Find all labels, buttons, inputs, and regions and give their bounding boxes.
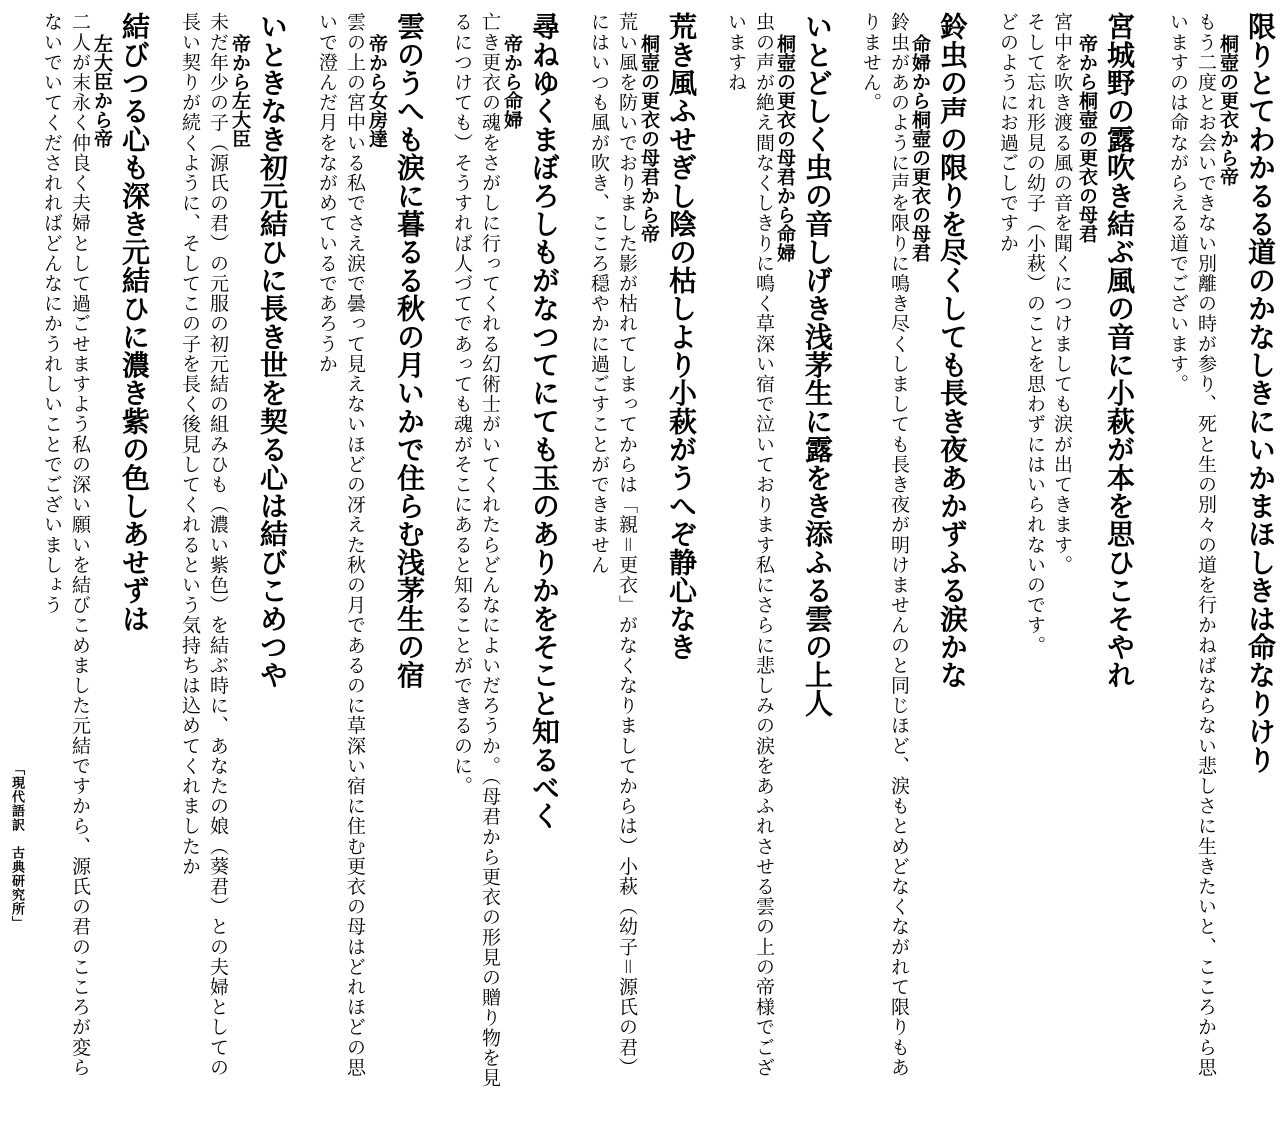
poem-translation-line: 宮中を吹き渡る風の音を聞くにつけましても涙が出てきます。 <box>1051 12 1073 575</box>
poem-attribution: 帝から女房達 <box>366 34 388 148</box>
poem-line: いとどしく虫の音しげき浅茅生に露をき添ふる雲の上人 <box>801 12 834 717</box>
poem-line: いときなき初元結ひに長き世を契る心は結びこめつや <box>256 12 289 689</box>
poem-attribution: 命婦から桐壺の更衣の母君 <box>909 34 931 262</box>
poem-translation-line: どのようにお過ごしですか <box>997 12 1019 254</box>
poem-translation-line: そして忘れ形見の幼子（小萩）のことを思わずにはいられないのです。 <box>1024 12 1046 656</box>
poem-attribution: 左大臣から帝 <box>91 34 113 148</box>
poem-translation: 二人が末永く仲良く夫婦として過ごせますよう私の深い願いを結びこめました元結ですから、源氏の君のこころが変らないでいてくだされればどんなにかうれしいことでございましょう <box>41 12 91 1078</box>
poem-translation: もう二度とお会いできない別離の時が参り、死と生の別々の道を行かねばならない悲しさに生きたいと、こころから思いますのは命ながらえる道でございます。 <box>1167 12 1217 1078</box>
poem-line: 鈴虫の声の限りを尽くしても長き夜あかずふる涙かな <box>936 12 969 689</box>
poem-line: 限りとてわかるる道のかなしきにいかまほしきは命なりけり <box>1244 12 1277 774</box>
credit-label: 現代語訳 <box>9 776 24 832</box>
credit-source: 古典研究所 <box>9 846 24 916</box>
poem-translation: 未だ年少の子（源氏の君）の元服の初元結の組みひも（濃い紫色）を結ぶ時に、あなたの娘（葵君）との夫婦としての長い契りが続くように、そしてこの子を長く後見してくれるという気持ちは込めてくれましたか <box>179 12 229 1078</box>
poem-translation: 荒い風を防いでおりました影が枯れてしまってからは「親＝更衣」がなくなりましてからは）小萩（幼子＝源氏の君）にはいつも風が吹き、こころ穏やかに過ごすことができません <box>588 12 638 1078</box>
translation-credit <box>10 762 23 930</box>
credit-open-bracket: 「 <box>9 762 24 776</box>
poem-attribution: 帝から命婦 <box>501 34 523 129</box>
poem-attribution: 帝から左大臣 <box>229 34 251 148</box>
poem-translation: 虫の声が絶え間なくしきりに鳴く草深い宿で泣いております私にさらに悲しみの涙をあふれさせる雲の上の帝様でございますね <box>725 12 775 1078</box>
poem-attribution: 帝から桐壺の更衣の母君 <box>1076 34 1098 243</box>
credit-close-bracket: 」 <box>9 916 24 930</box>
poem-translation: 亡き更衣の魂をさがしに行ってくれる幻術士がいてくれたらどんなによいだろうか。（母君から更衣の形見の贈り物を見るにつけても）そうすれば人づてであっても魂がそこにあると知ることができるのに。 <box>451 12 501 1088</box>
poem-attribution: 桐壺の更衣の母君から帝 <box>638 34 660 243</box>
poem-translation: 雲の上の宮中いる私でさえ涙で曇って見えないほどの冴えた秋の月であるのに草深い宿に住む更衣の母はどれほどの思いで澄んだ月をながめているであろうか <box>316 12 366 1078</box>
poem-attribution: 桐壺の更衣から帝 <box>1217 34 1239 186</box>
poem-line: 荒き風ふせぎし陰の枯しより小萩がうへぞ静心なき <box>665 12 698 661</box>
poem-translation: 鈴虫があのように声を限りに鳴き尽くしましても長き夜が明けませんのと同じほど、涙もとめどなくながれて限りもありません。 <box>860 12 910 1078</box>
poem-line: 結びつる心も深き元結ひに濃き紫の色しあせずは <box>118 12 151 633</box>
poem-attribution: 桐壺の更衣の母君から命婦 <box>774 34 796 262</box>
poem-line: 尋ねゆくまぼろしもがなつてにても玉のありかをそこと知るべく <box>528 12 561 830</box>
poem-line: 雲のうへも涙に暮るる秋の月いかで住らむ浅茅生の宿 <box>393 12 426 689</box>
poem-line: 宮城野の露吹き結ぶ風の音に小萩が本を思ひこそやれ <box>1103 12 1136 689</box>
